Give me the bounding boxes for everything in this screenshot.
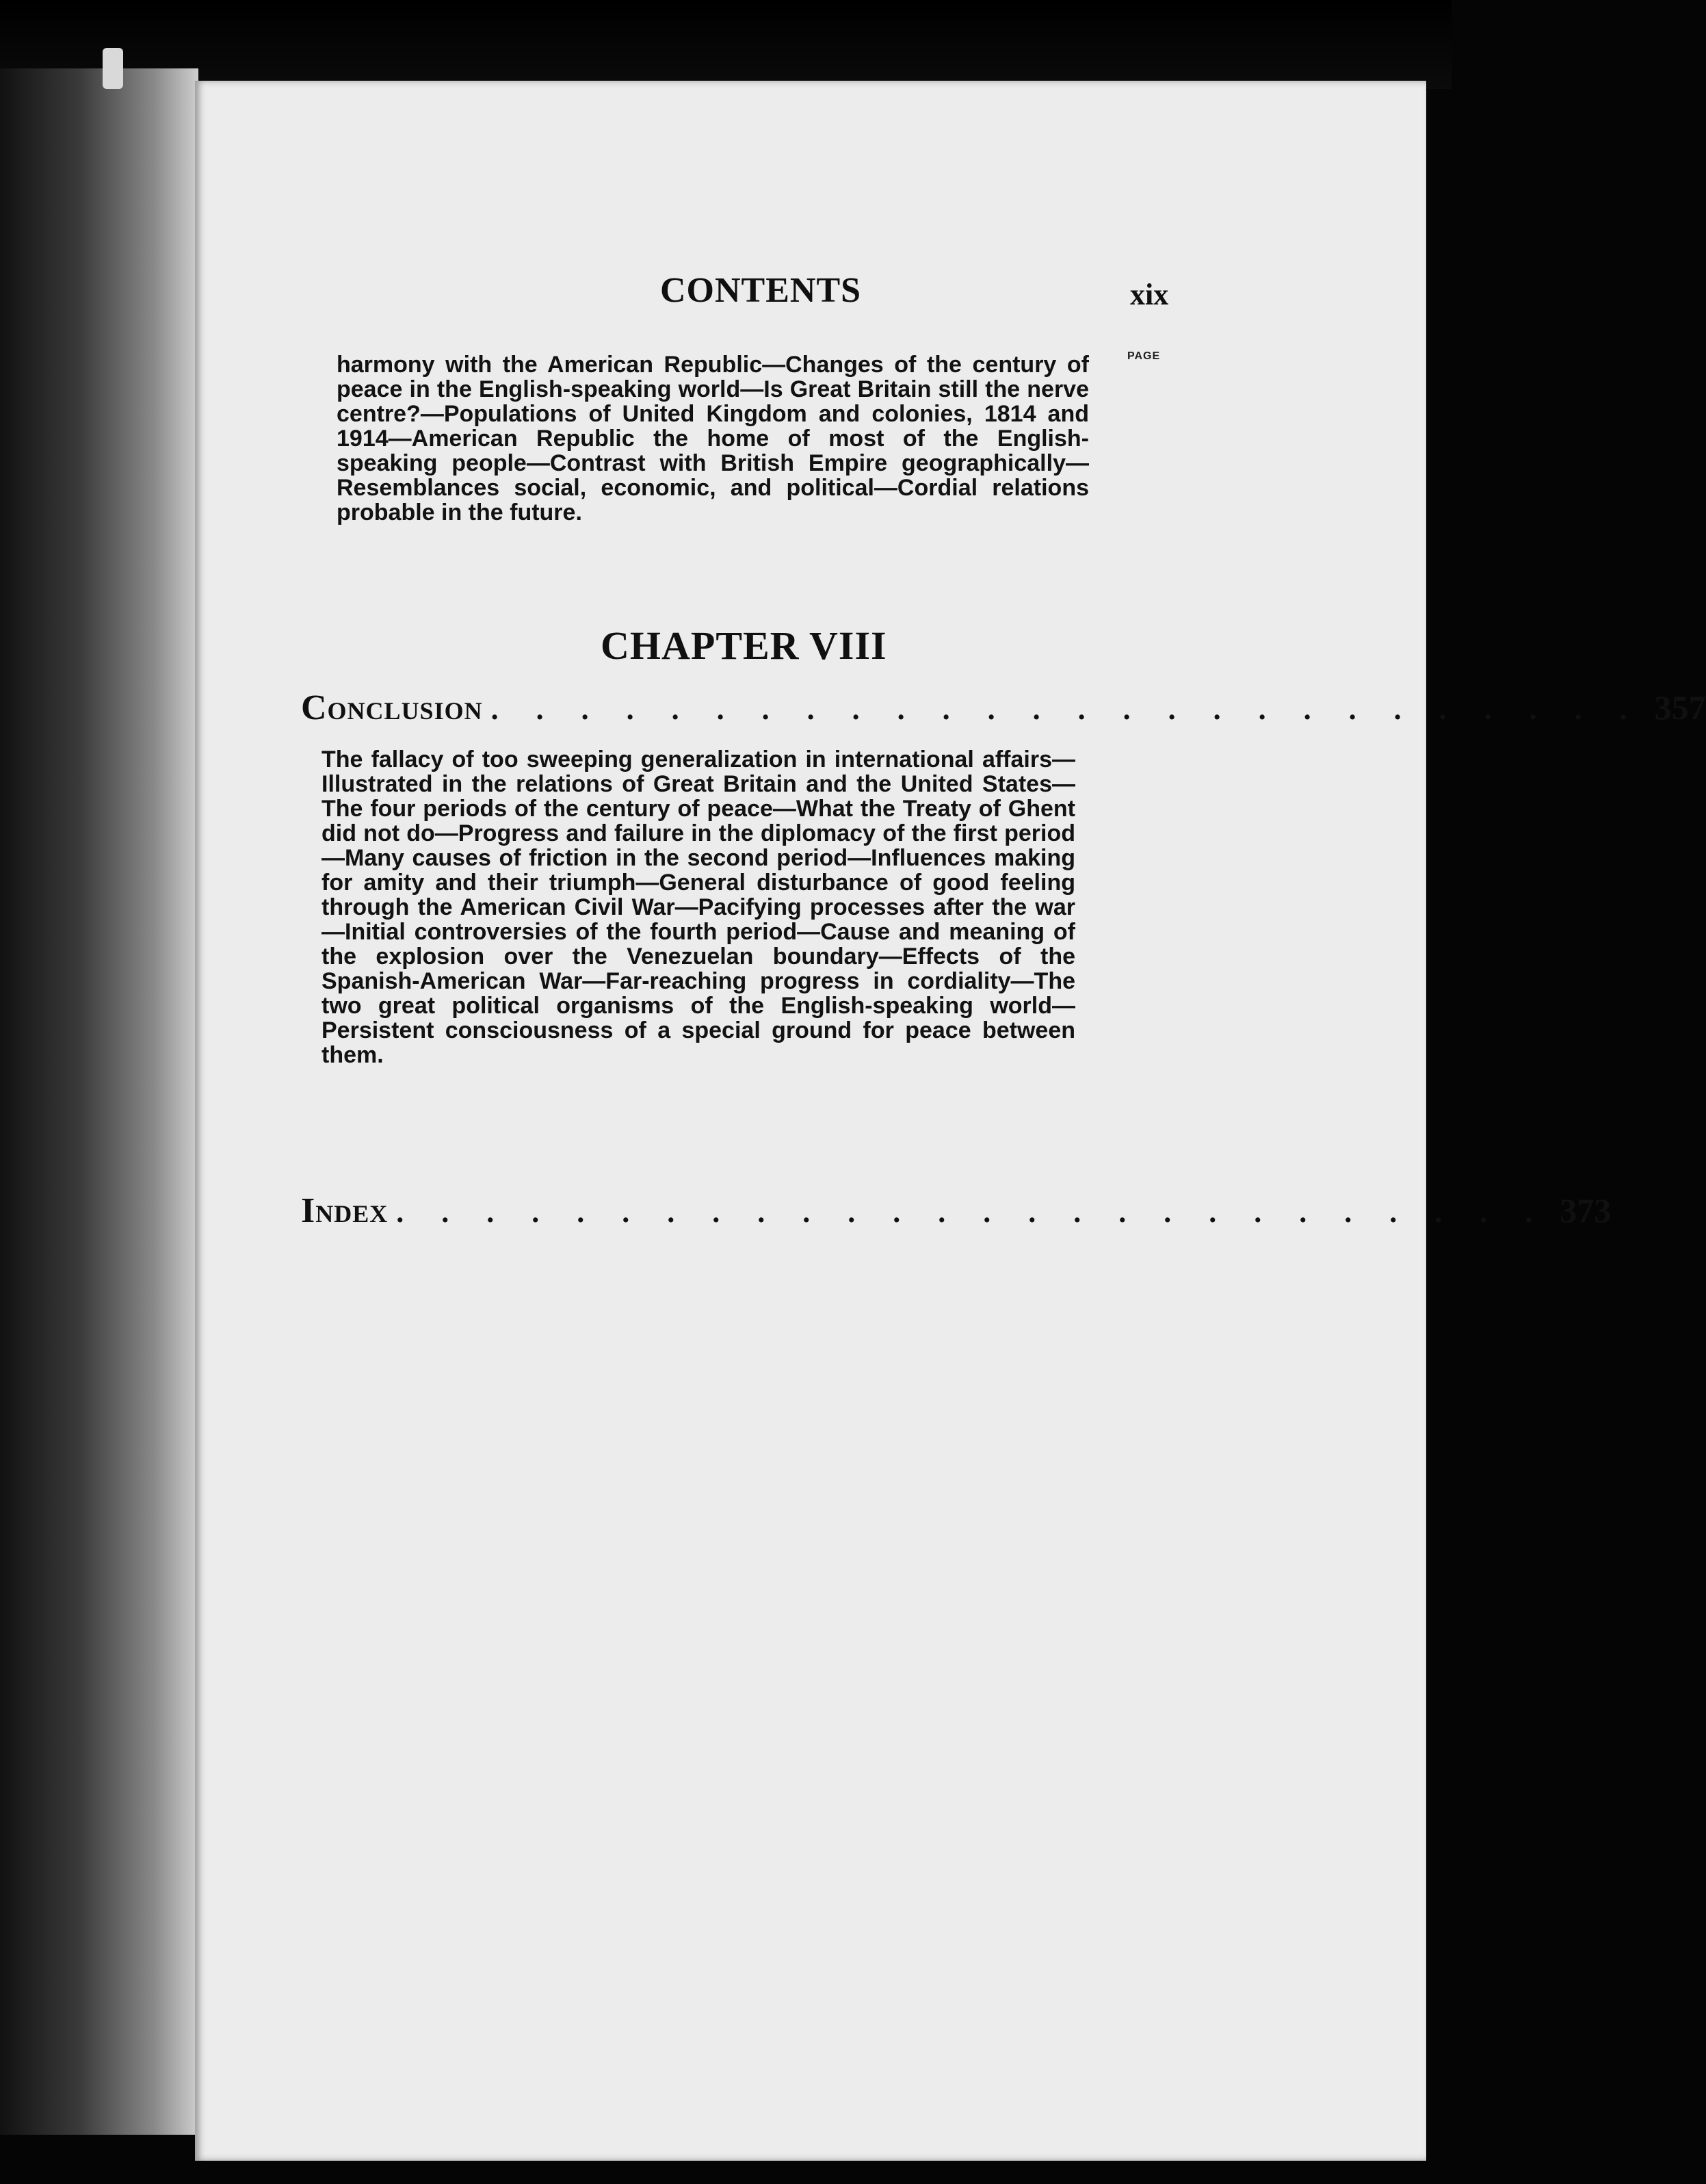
dot-leader: . . . . . . . . . . . . . . . . . . . . . . . . . . bbox=[490, 692, 1642, 726]
chapter-heading: CHAPTER VIII bbox=[601, 623, 887, 668]
toc-entry-page: 357 bbox=[1654, 688, 1706, 727]
toc-entry-page: 373 bbox=[1560, 1191, 1612, 1230]
spine-edge-mark bbox=[103, 48, 123, 89]
toc-entry-title: Index bbox=[301, 1191, 389, 1230]
toc-entry-conclusion[interactable] bbox=[301, 688, 1706, 736]
dot-leader: . . . . . . . . . . . . . . . . . . . . . . . . . . bbox=[396, 1195, 1548, 1229]
continued-synopsis: harmony with the American Republic—Changes of the century of peace in the English-speaking world—Is Great Britain still the nerve centre?—Populations of United Kingdom and colonies, 1814 and 1914—American Republic the home of most of the English-speaking people—Contrast with British Empire geographically—Resemblances social, economic, and political—Cordial relations probable in the future. bbox=[337, 352, 1089, 525]
page-number: xix bbox=[1130, 278, 1169, 311]
book-spine bbox=[0, 68, 198, 2135]
toc-entry-index[interactable] bbox=[301, 1191, 1612, 1238]
running-head: CONTENTS bbox=[660, 271, 862, 310]
scan-backdrop bbox=[0, 0, 1452, 89]
toc-entry-title: Conclusion bbox=[301, 688, 483, 727]
page-column-label: PAGE bbox=[1127, 350, 1161, 362]
chapter-synopsis: The fallacy of too sweeping generalization in international affairs—Illustrated in the relations of Great Britain and the United States—The four periods of the century of peace—What the Treaty of Ghent did not do—Progress and failure in the diplomacy of the first period—Many causes of friction in the second period—Influences making for amity and their triumph—General disturbance of good feeling through the American Civil War—Pacifying processes after the war—Initial controversies of the fourth period—Cause and meaning of the explosion over the Venezuelan boundary—Effects of the Spanish-American War—Far-reaching progress in cordiality—The two great political organisms of the English-speaking world—Persistent consciousness of a special ground for peace between them. bbox=[321, 746, 1075, 1068]
